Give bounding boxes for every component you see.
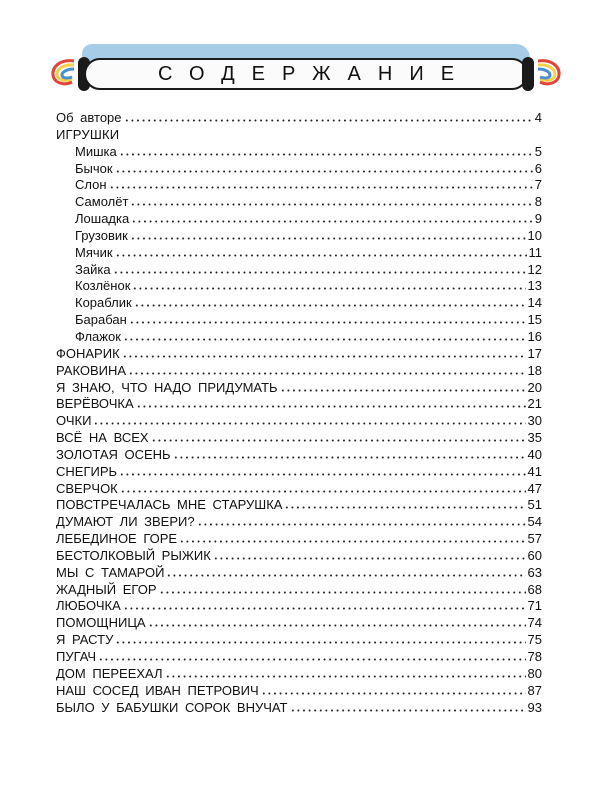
toc-entry-title: Слон	[75, 177, 107, 193]
toc-entry-page: 13	[527, 278, 542, 294]
toc-entry[interactable]	[56, 228, 542, 245]
toc-dot-leader	[119, 153, 533, 156]
toc-entry[interactable]	[56, 481, 542, 498]
toc-entry-page: 71	[527, 598, 542, 614]
toc-entry-page: 57	[527, 531, 542, 547]
toc-dot-leader	[123, 607, 526, 610]
toc-dot-leader	[197, 523, 526, 526]
toc-entry[interactable]	[56, 211, 542, 228]
toc-entry[interactable]	[56, 548, 542, 565]
table-of-contents	[56, 110, 542, 716]
toc-entry-title: Флажок	[75, 328, 121, 344]
toc-entry-title: ДОМ ПЕРЕЕХАЛ	[56, 665, 163, 681]
toc-entry[interactable]	[56, 177, 542, 194]
toc-dot-leader	[173, 456, 526, 459]
toc-entry-page: 14	[527, 295, 542, 311]
toc-dot-leader	[122, 355, 526, 358]
toc-entry-title: Зайка	[75, 261, 111, 277]
toc-entry-page: 51	[527, 497, 542, 513]
toc-entry-title: МЫ С ТАМАРОЙ	[56, 564, 165, 580]
toc-entry-page: 11	[528, 244, 542, 260]
toc-entry-page: 30	[527, 413, 542, 429]
toc-entry-title: ИГРУШКИ	[56, 126, 120, 142]
toc-entry[interactable]	[56, 700, 542, 717]
toc-dot-leader	[93, 422, 525, 425]
toc-entry-page: 10	[527, 227, 542, 243]
toc-dot-leader	[123, 338, 526, 341]
toc-dot-leader	[134, 304, 526, 307]
toc-entry-title: Мячик	[75, 244, 113, 260]
toc-entry-page: 18	[527, 362, 542, 378]
toc-entry-title: Лошадка	[75, 211, 130, 227]
toc-entry[interactable]	[56, 430, 542, 447]
toc-entry-page: 63	[527, 564, 542, 580]
toc-dot-leader	[280, 389, 526, 392]
toc-dot-leader	[213, 557, 526, 560]
header-right-cap	[522, 57, 534, 91]
toc-dot-leader	[136, 405, 526, 408]
toc-dot-leader	[261, 692, 526, 695]
toc-entry[interactable]	[56, 194, 542, 211]
toc-entry-title: Козлёнок	[75, 278, 131, 294]
toc-entry[interactable]	[56, 127, 542, 144]
toc-dot-leader	[284, 506, 525, 509]
toc-dot-leader	[124, 119, 533, 122]
toc-entry[interactable]	[56, 615, 542, 632]
toc-dot-leader	[119, 473, 525, 476]
toc-dot-leader	[290, 709, 526, 712]
toc-entry-page: 7	[534, 177, 542, 193]
toc-dot-leader	[129, 321, 526, 324]
toc-entry-title: Я РАСТУ	[56, 632, 114, 648]
toc-entry-title: НАШ СОСЕД ИВАН ПЕТРОВИЧ	[56, 682, 259, 698]
toc-entry-title: ЖАДНЫЙ ЕГОР	[56, 581, 157, 597]
toc-entry-title: Кораблик	[75, 295, 132, 311]
toc-entry[interactable]	[56, 447, 542, 464]
page-title: СОДЕРЖАНИЕ	[157, 62, 472, 85]
right-swirl-icon	[536, 55, 562, 89]
toc-entry-title: ЗОЛОТАЯ ОСЕНЬ	[56, 446, 171, 462]
toc-entry-title: СВЕРЧОК	[56, 480, 118, 496]
toc-entry-page: 20	[527, 379, 542, 395]
toc-entry[interactable]	[56, 531, 542, 548]
toc-entry-title: ВЕРЁВОЧКА	[56, 396, 134, 412]
toc-entry-page: 40	[527, 446, 542, 462]
toc-entry[interactable]	[56, 649, 542, 666]
toc-entry-page: 87	[527, 682, 542, 698]
toc-entry-title: ПУГАЧ	[56, 649, 97, 664]
toc-entry[interactable]	[56, 346, 542, 363]
toc-entry[interactable]	[56, 683, 542, 700]
toc-entry-page: 75	[527, 632, 542, 648]
toc-entry-title: Об авторе	[56, 110, 122, 125]
toc-entry-page: 12	[527, 261, 542, 277]
toc-entry[interactable]	[56, 666, 542, 683]
toc-entry[interactable]	[56, 278, 542, 295]
toc-entry-title: Барабан	[75, 312, 127, 328]
toc-dot-leader	[115, 254, 527, 257]
toc-entry[interactable]	[56, 396, 542, 413]
toc-entry-page: 47	[527, 480, 542, 496]
toc-entry-title: ФОНАРИК	[56, 345, 120, 361]
toc-entry-title: ЛЕБЕДИНОЕ ГОРЕ	[56, 531, 178, 547]
toc-dot-leader	[98, 658, 525, 661]
toc-entry[interactable]	[56, 598, 542, 615]
toc-entry-page: 21	[527, 396, 542, 412]
toc-entry-title: СНЕГИРЬ	[56, 463, 118, 479]
toc-entry-page: 6	[534, 160, 542, 176]
toc-entry[interactable]	[56, 245, 542, 262]
toc-dot-leader	[165, 675, 526, 678]
toc-entry-title: РАКОВИНА	[56, 362, 127, 378]
toc-entry-page: 80	[527, 665, 542, 681]
toc-entry-page: 78	[527, 649, 542, 664]
left-swirl-icon	[50, 55, 76, 89]
toc-entry-title: Я ЗНАЮ, ЧТО НАДО ПРИДУМАТЬ	[56, 379, 278, 395]
toc-entry-page: 16	[527, 328, 542, 344]
toc-entry[interactable]	[56, 161, 542, 178]
toc-entry-page: 9	[534, 211, 542, 227]
toc-entry-title: ПОМОЩНИЦА	[56, 615, 146, 631]
toc-entry-page: 17	[527, 345, 542, 361]
toc-dot-leader	[113, 271, 526, 274]
toc-entry[interactable]	[56, 464, 542, 481]
toc-dot-leader	[159, 591, 526, 594]
toc-entry[interactable]	[56, 329, 542, 346]
toc-dot-leader	[166, 574, 525, 577]
toc-dot-leader	[115, 170, 533, 173]
toc-entry[interactable]	[56, 295, 542, 312]
toc-entry[interactable]	[56, 110, 542, 127]
toc-dot-leader	[179, 540, 525, 543]
toc-entry-page: 74	[527, 615, 542, 631]
toc-entry-page: 68	[527, 581, 542, 597]
toc-dot-leader	[130, 203, 532, 206]
toc-entry-page: 5	[534, 143, 542, 159]
toc-dot-leader	[115, 641, 525, 644]
toc-entry[interactable]	[56, 262, 542, 279]
toc-entry[interactable]	[56, 632, 542, 649]
toc-dot-leader	[151, 439, 526, 442]
toc-entry-page: 54	[527, 514, 542, 530]
toc-entry[interactable]	[56, 380, 542, 397]
toc-dot-leader	[120, 490, 526, 493]
toc-dot-leader	[132, 287, 525, 290]
toc-entry[interactable]	[56, 565, 542, 582]
toc-dot-leader	[109, 186, 533, 189]
toc-entry-title: Самолёт	[75, 194, 129, 210]
toc-entry-title: БЕСТОЛКОВЫЙ РЫЖИК	[56, 547, 211, 563]
toc-entry-page: 60	[527, 547, 542, 563]
toc-entry-title: Мишка	[75, 143, 117, 159]
toc-entry-page: 41	[527, 463, 542, 479]
toc-dot-leader	[131, 220, 533, 223]
toc-dot-leader	[130, 237, 526, 240]
toc-dot-leader	[148, 624, 526, 627]
toc-entry[interactable]	[56, 514, 542, 531]
toc-entry-title: Грузовик	[75, 227, 128, 243]
toc-entry-title: ПОВСТРЕЧАЛАСЬ МНЕ СТАРУШКА	[56, 497, 283, 513]
toc-entry-title: ДУМАЮТ ЛИ ЗВЕРИ?	[56, 514, 195, 530]
toc-entry[interactable]	[56, 413, 542, 430]
toc-entry-page: 4	[534, 110, 542, 125]
toc-dot-leader	[128, 372, 525, 375]
toc-entry[interactable]	[56, 144, 542, 161]
toc-entry[interactable]	[56, 582, 542, 599]
toc-entry[interactable]	[56, 312, 542, 329]
toc-entry-page: 35	[527, 430, 542, 446]
toc-entry-title: ВСЁ НА ВСЕХ	[56, 430, 149, 446]
toc-entry-page: 8	[534, 194, 542, 210]
toc-entry-title: ОЧКИ	[56, 413, 92, 429]
toc-entry-page: 15	[527, 312, 542, 328]
toc-entry-page: 93	[527, 699, 542, 715]
toc-entry[interactable]	[56, 497, 542, 514]
toc-entry[interactable]	[56, 363, 542, 380]
contents-header	[50, 38, 562, 98]
toc-entry-title: БЫЛО У БАБУШКИ СОРОК ВНУЧАТ	[56, 699, 288, 715]
toc-entry-title: Бычок	[75, 160, 113, 176]
toc-entry-title: ЛЮБОЧКА	[56, 598, 121, 614]
